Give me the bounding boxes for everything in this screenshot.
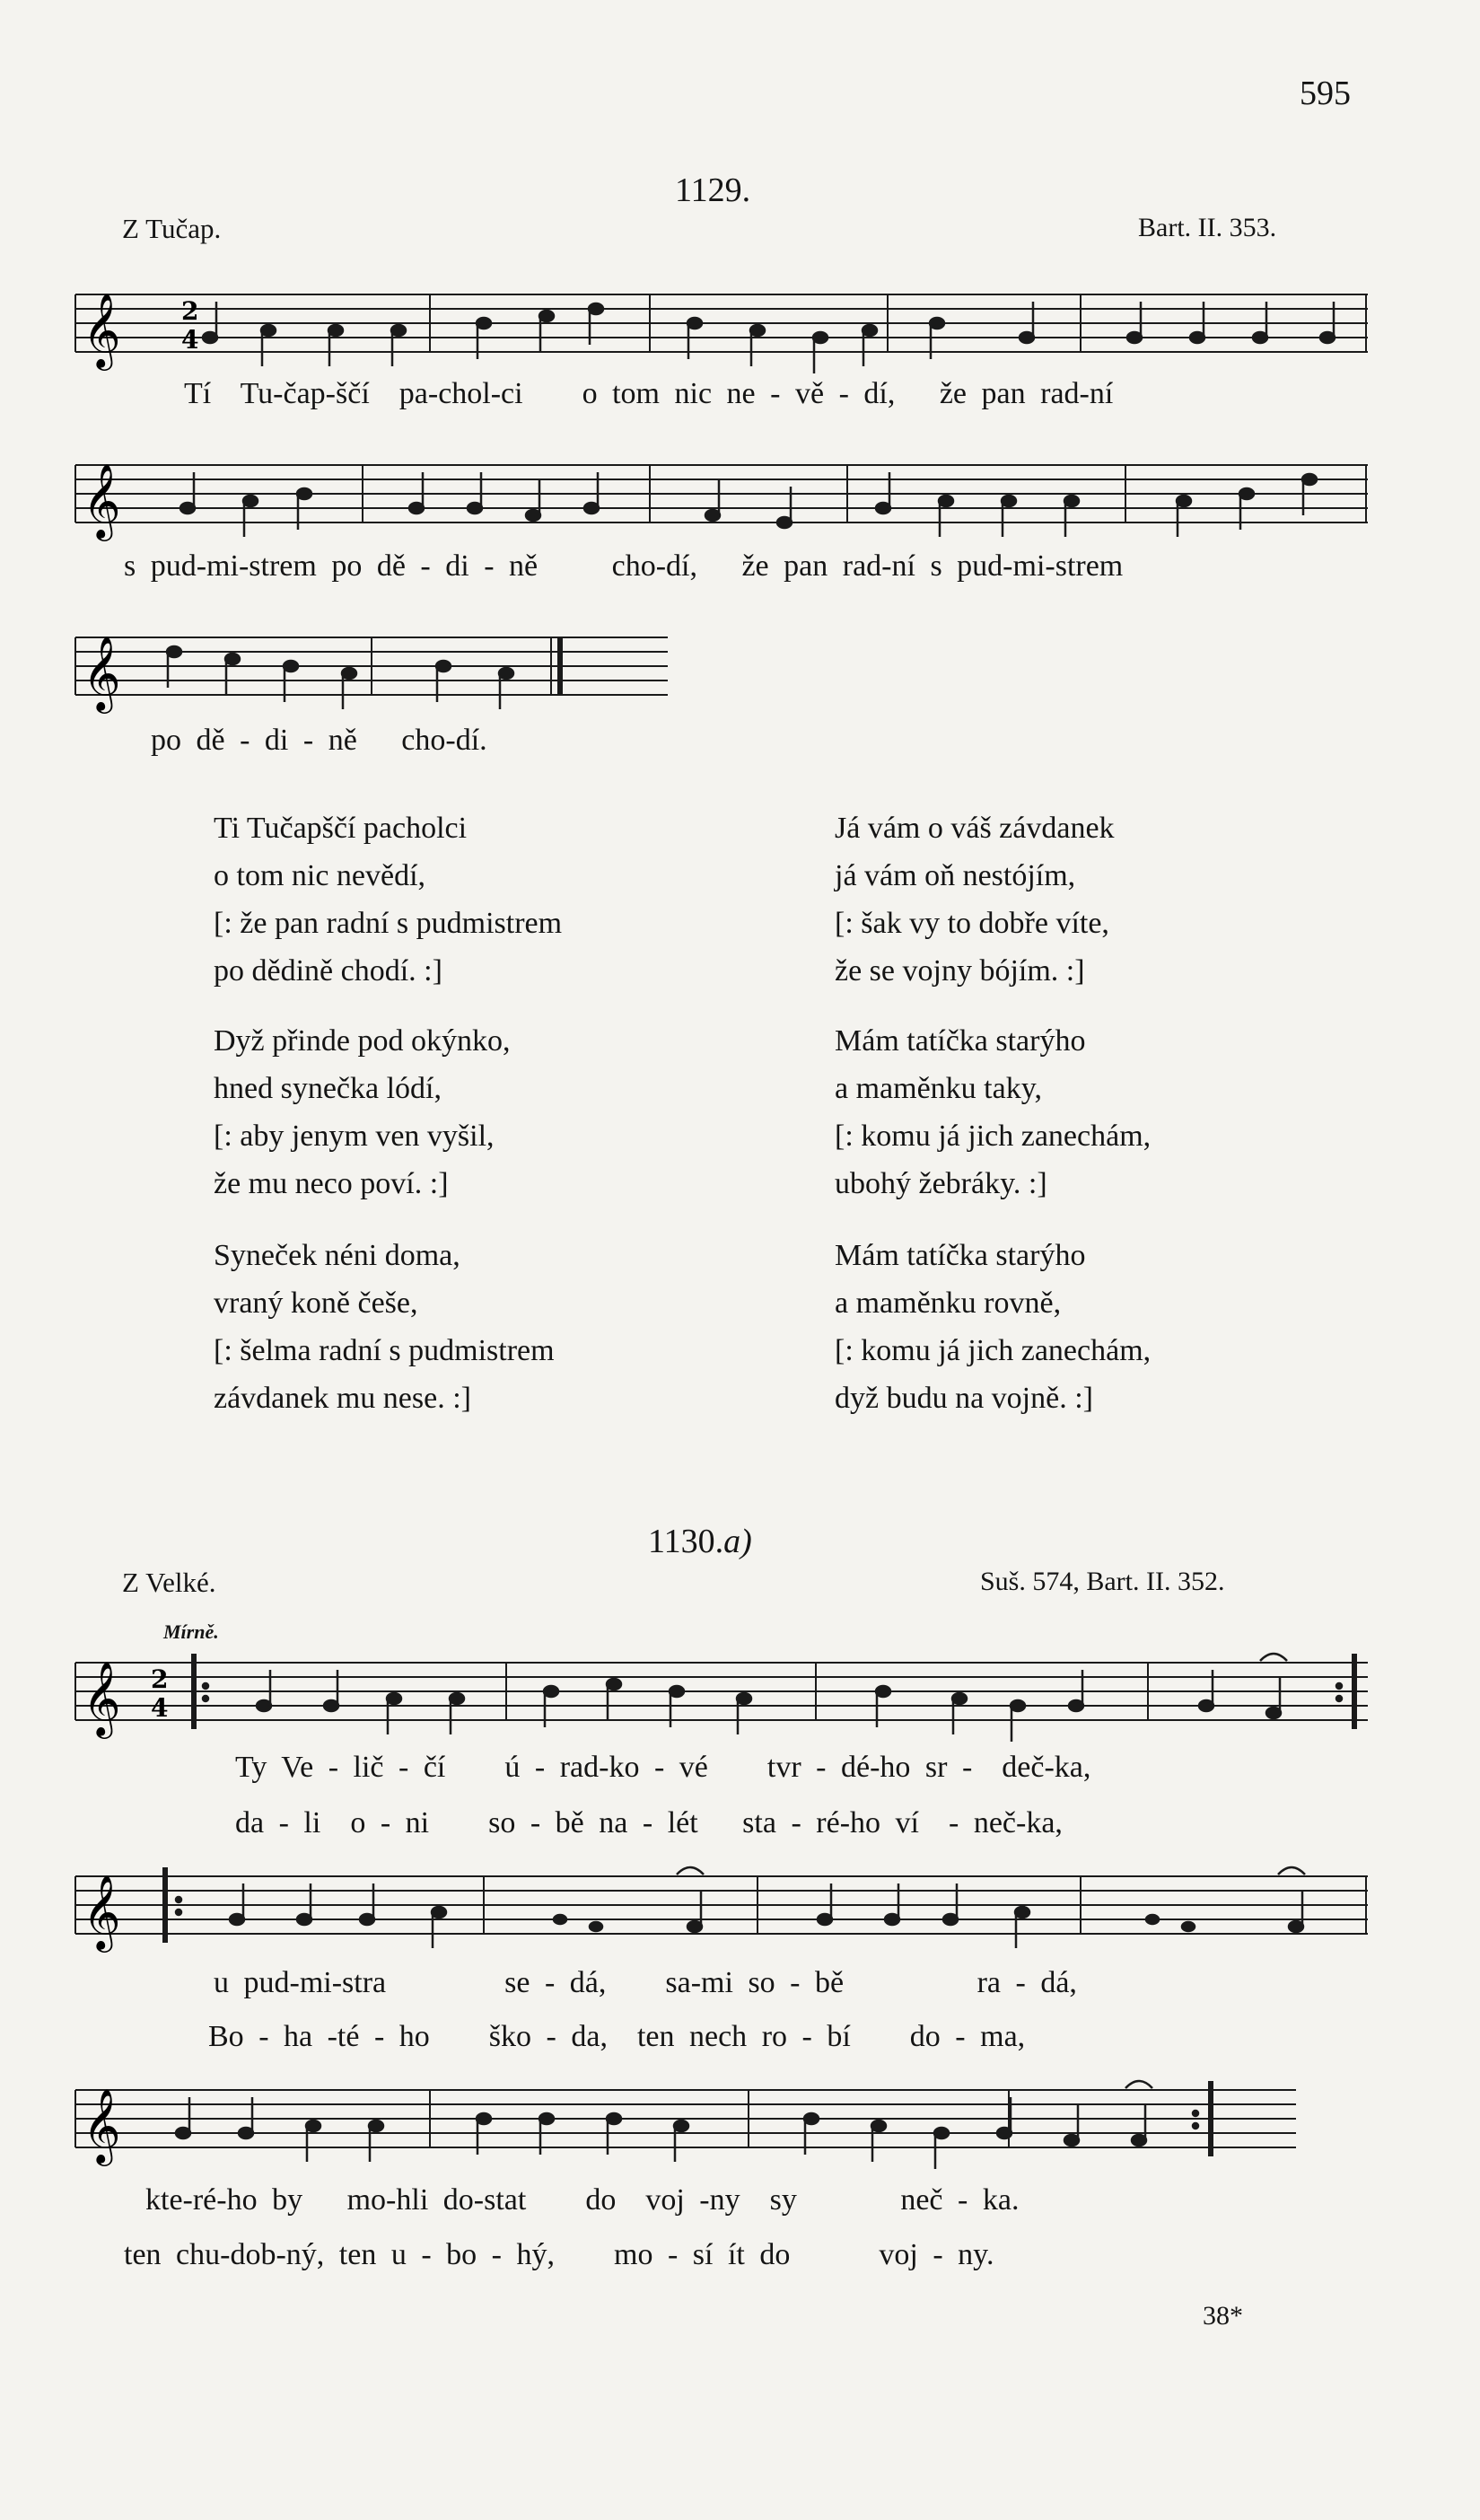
music-staff-system	[75, 285, 1368, 375]
printer-signature-mark: 38*	[1203, 2301, 1243, 2331]
song-number: 1130.a)	[648, 1523, 752, 1560]
fermata-icon	[1278, 1867, 1305, 1875]
page-number: 595	[1300, 75, 1351, 112]
fermata-icon	[1125, 2081, 1152, 2088]
lyrics-verse-1: kte-ré-ho by mo-hli do-stat do voj -ny sy neč - ka.	[145, 2183, 1020, 2217]
stanza: Dyž přinde pod okýnko, hned synečka lódí, [: aby jenym ven vyšil, že mu neco poví. :]	[214, 1024, 511, 1200]
treble-clef-icon: 𝄞	[83, 635, 121, 710]
stanza: Ti Tučapščí pacholci o tom nic nevědí, [: že pan radní s pudmistrem po dědině chodí. :]	[214, 812, 563, 988]
time-signature-top: 2	[181, 296, 199, 326]
time-signature-bottom: 4	[151, 1693, 169, 1723]
treble-clef-icon: 𝄞	[83, 1874, 121, 1949]
lyrics-verse-1: u pud-mi-stra se - dá, sa-mi so - bě ra - dá,	[214, 1966, 1077, 1999]
lyrics-verse-2: ten chu-dob-ný, ten u - bo - hý, mo - sí ít do voj - ny.	[124, 2238, 994, 2271]
song-source-reference: Suš. 574, Bart. II. 352.	[980, 1567, 1225, 1596]
stanza: Já vám o váš závdanek já vám oň nestójím, [: šak vy to dobře víte, že se vojny bójím. :]	[835, 812, 1115, 988]
music-staff-system	[75, 456, 1368, 546]
treble-clef-icon: 𝄞	[83, 2087, 121, 2163]
fermata-icon	[1260, 1654, 1287, 1661]
lyrics-line: Tí Tu-čap-ščí pa-chol-ci o tom nic ne - vě - dí, že pan rad-ní	[184, 377, 1114, 410]
stanza: Syneček néni doma, vraný koně češe, [: šelma radní s pudmistrem závdanek mu nese. :]	[214, 1239, 555, 1415]
stanza: Mám tatíčka starýho a maměnku taky, [: komu já jich zanechám, ubohý žebráky. :]	[835, 1024, 1152, 1200]
time-signature-top: 2	[151, 1664, 169, 1694]
treble-clef-icon: 𝄞	[83, 292, 121, 367]
lyrics-verse-2: da - li o - ni so - bě na - lét sta - ré-ho ví - neč-ka,	[235, 1806, 1063, 1840]
time-signature-bottom: 4	[181, 325, 199, 355]
lyrics-line: s pud-mi-strem po dě - di - ně cho-dí, že pan rad-ní s pud-mi-strem	[124, 549, 1124, 583]
song-number: 1129.	[675, 171, 751, 209]
music-staff-system	[75, 2081, 1296, 2171]
music-staff-system	[75, 1867, 1368, 1957]
song-origin: Z Tučap.	[122, 213, 222, 244]
treble-clef-icon: 𝄞	[83, 1660, 121, 1735]
treble-clef-icon: 𝄞	[83, 462, 121, 538]
stanza: Mám tatíčka starýho a maměnku rovně, [: komu já jich zanechám, dyž budu na vojně. :]	[835, 1239, 1152, 1415]
lyrics-line: po dě - di - ně cho-dí.	[151, 724, 487, 757]
music-staff-system	[75, 1654, 1368, 1743]
fermata-icon	[677, 1867, 704, 1875]
lyrics-verse-1: Ty Ve - lič - čí ú - rad-ko - vé tvr - dé-ho sr - deč-ka,	[235, 1751, 1091, 1784]
tempo-marking: Mírně.	[163, 1620, 219, 1643]
song-origin: Z Velké.	[122, 1567, 216, 1598]
music-staff-system	[75, 628, 668, 718]
song-source-reference: Bart. II. 353.	[1138, 213, 1277, 242]
lyrics-verse-2: Bo - ha -té - ho ško - da, ten nech ro - bí do - ma,	[208, 2020, 1026, 2053]
